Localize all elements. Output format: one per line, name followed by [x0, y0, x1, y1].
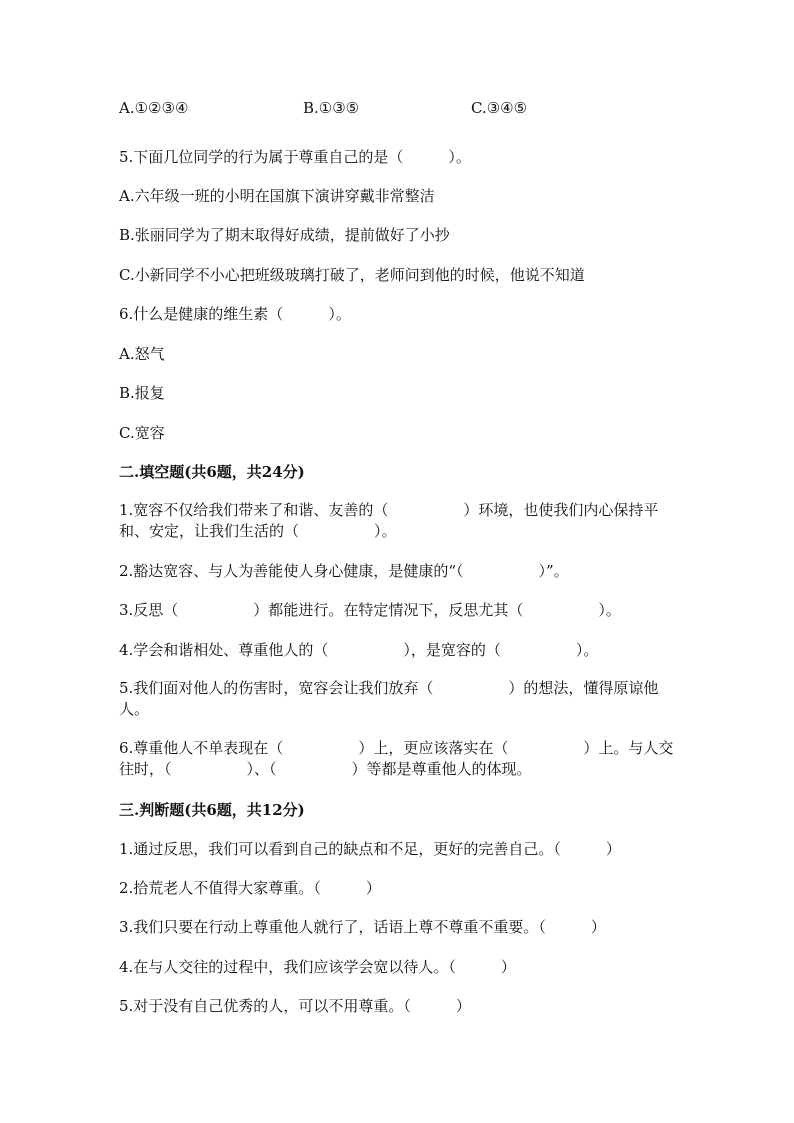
true-false-item-1: 1.通过反思，我们可以看到自己的缺点和不足，更好的完善自己。（ ）: [119, 840, 621, 858]
q5-option-c: C.小新同学不小心把班级玻璃打破了，老师问到他的时候，他说不知道: [119, 266, 585, 284]
fill-blank-item-2: 2.豁达宽容、与人为善能使人身心健康，是健康的“（ ）”。: [119, 562, 569, 580]
q6-stem: 6.什么是健康的维生素（ ）。: [119, 305, 351, 323]
q6-option-a: A.怒气: [119, 345, 165, 363]
q4-option-a: A.①②③④: [119, 99, 189, 117]
fill-blank-item-5: 5.我们面对他人的伤害时，宽容会让我们放弃（ ）的想法，懂得原谅他人。: [119, 679, 659, 718]
true-false-item-3: 3.我们只要在行动上尊重他人就行了，话语上尊不尊重不重要。（ ）: [119, 918, 606, 936]
q4-option-c: C.③④⑤: [471, 99, 528, 117]
q6-option-c: C.宽容: [119, 424, 165, 442]
true-false-item-4: 4.在与人交往的过程中，我们应该学会宽以待人。（ ）: [119, 958, 516, 976]
section2-title: 二.填空题(共6题，共24分): [119, 463, 305, 481]
fill-blank-item-1: 1.宽容不仅给我们带来了和谐、友善的（ ）环境，也使我们内心保持平和、安定，让我们生活的（ ）。: [119, 501, 659, 540]
q5-option-a: A.六年级一班的小明在国旗下演讲穿戴非常整洁: [119, 187, 435, 205]
true-false-item-5: 5.对于没有自己优秀的人，可以不用尊重。（ ）: [119, 997, 471, 1015]
q4-option-b: B.①③⑤: [303, 99, 360, 117]
fill-blank-item-6: 6.尊重他人不单表现在（ ）上，更应该落实在（ ）上。与人交往时，（ ）、（ ）等都是尊重他人的体现。: [119, 739, 674, 778]
q5-option-b: B.张丽同学为了期末取得好成绩，提前做好了小抄: [119, 226, 450, 244]
fill-blank-item-4: 4.学会和谐相处、尊重他人的（ ），是宽容的（ ）。: [119, 641, 599, 659]
q6-option-b: B.报复: [119, 384, 165, 402]
fill-blank-item-3: 3.反思（ ）都能进行。在特定情况下，反思尤其（ ）。: [119, 601, 621, 619]
true-false-item-2: 2.拾荒老人不值得大家尊重。（ ）: [119, 879, 381, 897]
section3-title: 三.判断题(共6题，共12分): [119, 801, 305, 819]
q5-stem: 5.下面几位同学的行为属于尊重自己的是（ ）。: [119, 148, 471, 166]
